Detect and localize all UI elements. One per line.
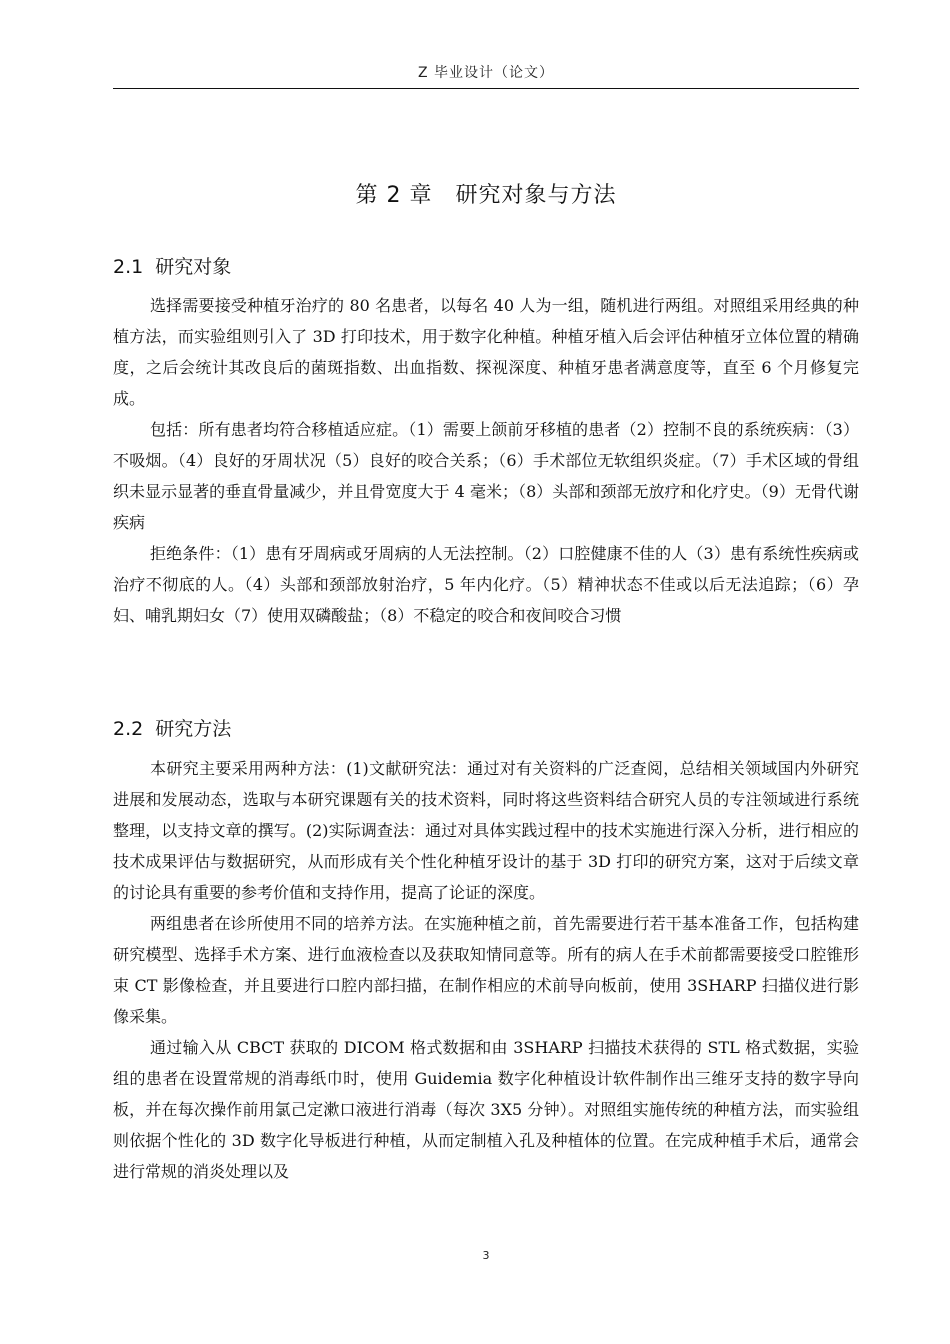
section-2-1-body (113, 290, 859, 631)
page-number: 3 (482, 1249, 490, 1262)
paragraph: 拒绝条件：（1）患有牙周病或牙周病的人无法控制。（2）口腔健康不佳的人（3）患有系统性疾病或治疗不彻底的人。（4）头部和颈部放射治疗，5 年内化疗。（5）精神状态不佳或以后无法追踪；（6）孕妇、哺乳期妇女（7）使用双磷酸盐；（8）不稳定的咬合和夜间咬合习惯 (113, 544, 859, 625)
paragraph: 本研究主要采用两种方法：(1)文献研究法：通过对有关资料的广泛查阅，总结相关领域国内外研究进展和发展动态，选取与本研究课题有关的技术资料，同时将这些资料结合研究人员的专注领域进行系统整理，以支持文章的撰写。(2)实际调查法：通过对具体实践过程中的技术实施进行深入分析，进行相应的技术成果评估与数据研究，从而形成有关个性化种植牙设计的基于 3D 打印的研究方案，这对于后续文章的讨论具有重要的参考价值和支持作用，提高了论证的深度。 (113, 759, 859, 902)
paragraph: 通过输入从 CBCT 获取的 DICOM 格式数据和由 3SHARP 扫描技术获得的 STL 格式数据，实验组的患者在设置常规的消毒纸巾时，使用 Guidemia 数字化种植设计软件制作出三维牙支持的数字导向板，并在每次操作前用氯己定漱口液进行消毒（每次 3X5 分钟）。对照组实施传统的种植方法，而实验组则依据个性化的 3D 数字化导板进行种植，从而定制植入孔及种植体的位置。在完成种植手术后，通常会进行常规的消炎处理以及 (113, 1038, 859, 1181)
section-number: 2.2 (113, 718, 144, 740)
chapter-title: 第 2 章 研究对象与方法 (355, 183, 617, 208)
section-heading-2-2 (113, 714, 231, 741)
section-title-text: 研究对象 (155, 256, 232, 278)
header-divider (113, 88, 859, 89)
paragraph: 两组患者在诊所使用不同的培养方法。在实施种植之前，首先需要进行若干基本准备工作，包括构建研究模型、选择手术方案、进行血液检查以及获取知情同意等。所有的病人在手术前都需要接受口腔锥形束 CT 影像检查，并且要进行口腔内部扫描，在制作相应的术前导向板前，使用 3SHARP 扫描仪进行影像采集。 (113, 914, 859, 1026)
section-number: 2.1 (113, 256, 144, 278)
running-header: Z 毕业设计（论文） (417, 65, 555, 81)
section-heading-2-1 (113, 252, 231, 279)
section-title-text: 研究方法 (155, 718, 232, 740)
paragraph: 选择需要接受种植牙治疗的 80 名患者，以每名 40 人为一组，随机进行两组。对照组采用经典的种植方法，而实验组则引入了 3D 打印技术，用于数字化种植。种植牙植入后会评估种植牙立体位置的精确度，之后会统计其改良后的菌斑指数、出血指数、探视深度、种植牙患者满意度等，直至 6 个月修复完成。 (113, 296, 859, 408)
section-2-2-body (113, 753, 859, 1187)
paragraph: 包括：所有患者均符合移植适应症。（1）需要上颌前牙移植的患者（2）控制不良的系统疾病：（3）不吸烟。（4）良好的牙周状况（5）良好的咬合关系；（6）手术部位无软组织炎症。（7）手术区域的骨组织未显示显著的垂直骨量减少，并且骨宽度大于 4 毫米；（8）头部和颈部无放疗和化疗史。（9）无骨代谢疾病 (113, 420, 859, 532)
